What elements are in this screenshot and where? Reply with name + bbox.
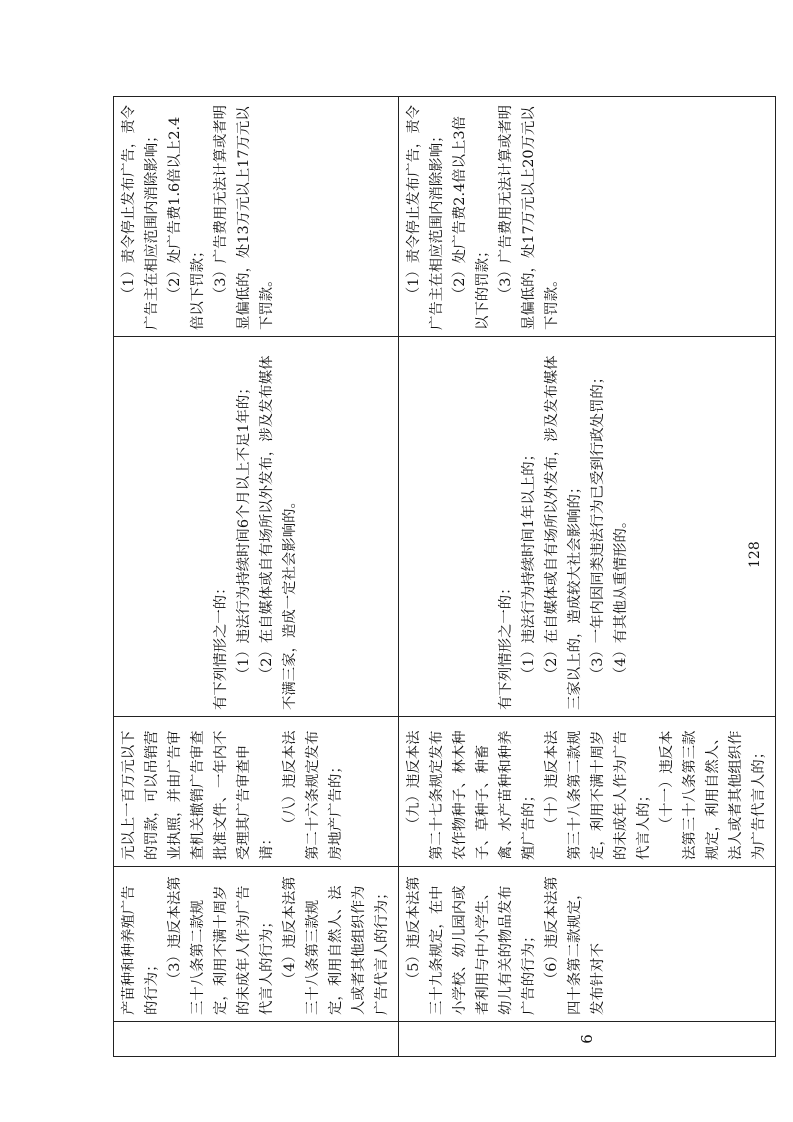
page-number-text: 128 (747, 541, 763, 568)
behavior-text: （6）违反本法第四十条第二款规定，发布针对不 (544, 876, 606, 1015)
behavior-text: （5）违反本法第三十九条规定，在中小学校、幼儿园内或者利用与中小学生、幼儿有关的物品发布广告的行为； (406, 876, 537, 1015)
behavior-text: 产苗种和种养殖广告的行为； (121, 885, 160, 1015)
violation-behavior-cell (399, 867, 776, 1022)
legal-clause-cell (114, 717, 399, 867)
circumstance-text: 有下列情形之一的： (498, 580, 514, 710)
penalty-text: （2）处广告费2.4倍以上3倍以下的罚款； (452, 116, 491, 330)
clause-text: （八）违反本法第二十六条规定发布房地产广告的； (282, 730, 344, 860)
clause-text: （十一）违反本法第三十八条第三款规定，利用自然人、法人或者其他组织作为广告代言人的； (659, 730, 767, 860)
clause-text: 元以上一百万元以下的罚款，可以吊销营业执照，并由广告审查机关撤销广告审查批准文件、一年内不受理其广告审查申请： (121, 730, 275, 860)
row-number-cell (114, 1022, 399, 1057)
row-number-cell: 6 (399, 1022, 776, 1057)
behavior-text: （3）违反本法第三十八条第二款规定，利用不满十周岁的未成年人作为广告代言人的行为； (167, 876, 275, 1015)
violation-behavior-cell (114, 867, 399, 1022)
penalty-text: （1）责令停止发布广告，责令广告主在相应范围内消除影响； (406, 104, 445, 330)
circumstance-text: （1）违法行为持续时间6个月以上不足1年的； (236, 380, 252, 682)
penalty-text: （1）责令停止发布广告，责令广告主在相应范围内消除影响； (121, 104, 160, 330)
circumstance-text: （2）在自媒体或自有场所以外发布，涉及发布媒体不满三家，造成一定社会影响的。 (259, 355, 298, 710)
penalty-text: （2）处广告费1.6倍以上2.4倍以下罚款； (167, 116, 206, 330)
penalty-text: （3）广告费用无法计算或者明显偏低的，处13万元以上17万元以下罚款。 (213, 104, 275, 330)
behavior-text: （4）违反本法第三十八条第三款规定，利用自然人、法人或者其他组织作为广告代言人的行为； (282, 876, 390, 1015)
circumstance-text: （2）在自媒体或自有场所以外发布，涉及发布媒体三家以上的，造成较大社会影响的； (544, 355, 583, 710)
clause-text: （十）违反本法第三十八条第二款规定，利用不满十周岁的未成年人作为广告代言人的； (544, 730, 652, 860)
penalty-discretion-table (113, 96, 776, 1057)
penalty-text: （3）广告费用无法计算或者明显偏低的，处17万元以上20万元以下罚款。 (498, 104, 560, 330)
circumstance-text: 有下列情形之一的： (213, 580, 229, 710)
page-number (747, 540, 777, 580)
legal-clause-cell (399, 717, 776, 867)
table-row (114, 97, 399, 1057)
circumstance-text: （3）一年内因同类违法行为已受到行政处罚的； (590, 369, 606, 682)
circumstance-text: （1）违法行为持续时间1年以上的； (521, 447, 537, 682)
table-row (399, 97, 776, 1057)
circumstance-text: （4）有其他从重情形的。 (613, 513, 629, 682)
penalty-cell (399, 97, 776, 337)
circumstance-cell (114, 337, 399, 717)
clause-text: （九）违反本法第二十七条规定发布农作物种子、林木种子、草种子、种畜禽、水产苗种和种养殖广告的； (406, 730, 537, 860)
penalty-cell (114, 97, 399, 337)
circumstance-cell (399, 337, 776, 717)
